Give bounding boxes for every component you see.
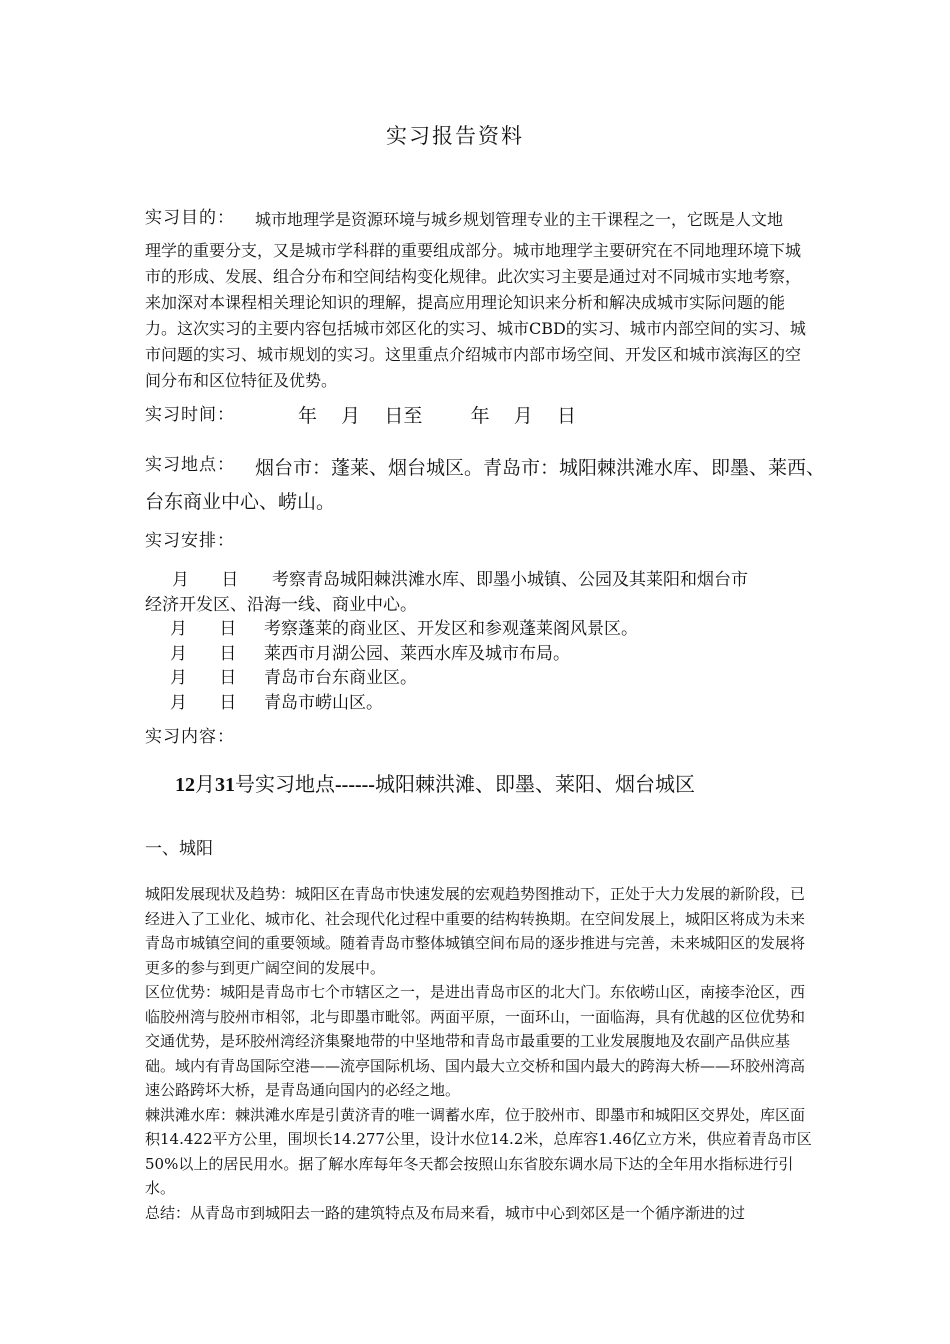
section-heading bbox=[175, 768, 695, 797]
page-title: 实习报告资料 bbox=[386, 124, 524, 148]
schedule-item-cont: 经济开发区、沿海一线、商业中心。 bbox=[145, 595, 417, 615]
schedule-date: 月 日 bbox=[170, 668, 237, 688]
section-title: 一、城阳 bbox=[145, 839, 213, 859]
body-text bbox=[145, 882, 812, 1225]
purpose-text: 理学的重要分支，又是城市学科群的重要组成部分。城市地理学主要研究在不同地理环境下城市的形成、发展、组合分布和空间结构变化规律。此次实习主要是通过对不同城市实地考察，来加深对本课程相关理论知识的理解，提高应用理论知识来分析和解决成城市实际问题的能力。这次实习的主要内容包括城市郊区化的实习、城市CBD的实习、城市内部空间的实习、城市问题的实习、城市规划的实习。这里重点介绍城市内部市场空间、开发区和城市滨海区的空间分布和区位特征及优势。 bbox=[145, 241, 806, 390]
schedule-item: 青岛市崂山区。 bbox=[264, 693, 383, 713]
schedule-date: 月 日 bbox=[170, 619, 237, 639]
time-value: 年 月 日至 年 月 日 bbox=[298, 405, 576, 427]
place-line-2: 台东商业中心、崂山。 bbox=[145, 491, 336, 513]
content-label: 实习内容： bbox=[145, 727, 235, 747]
schedule-label: 实习安排： bbox=[145, 531, 235, 551]
place-label: 实习地点： bbox=[145, 455, 235, 475]
schedule-date: 月 日 bbox=[170, 693, 237, 713]
heading-text: 城阳棘洪滩、即墨、莱阳、烟台城区 bbox=[374, 772, 695, 796]
schedule-date: 月 日 bbox=[170, 644, 237, 664]
paragraph: 区位优势：城阳是青岛市七个市辖区之一，是进出青岛市区的北大门。东依崂山区，南接李沧区，西临胶州湾与胶州市相邻，北与即墨市毗邻。两面平原，一面环山，一面临海，具有优越的区位优势和交通优势，是环胶州湾经济集聚地带的中坚地带和青岛市最重要的工业发展腹地及农副产品供应基础。域内有青岛国际空港——流亭国际机场、国内最大立交桥和国内最大的跨海大桥——环胶州湾高速公路跨坏大桥，是青岛通向国内的必经之地。 bbox=[145, 983, 806, 1099]
time-label: 实习时间： bbox=[145, 405, 235, 425]
place-line-1: 烟台市：蓬莱、烟台城区。青岛市：城阳棘洪滩水库、即墨、莱西、 bbox=[255, 457, 826, 479]
heading-dashes: ------ bbox=[335, 774, 375, 796]
heading-num: 31 bbox=[215, 774, 235, 796]
purpose-label: 实习目的： bbox=[145, 208, 235, 228]
heading-text: 号实习地点 bbox=[235, 772, 335, 796]
paragraph: 总结：从青岛市到城阳去一路的建筑特点及布局来看，城市中心到郊区是一个循序渐进的过 bbox=[145, 1203, 746, 1222]
schedule-date: 月 日 bbox=[172, 570, 239, 590]
schedule-item: 青岛市台东商业区。 bbox=[264, 668, 417, 688]
schedule-item: 考察蓬莱的商业区、开发区和参观蓬莱阁风景区。 bbox=[264, 619, 638, 639]
schedule-item: 考察青岛城阳棘洪滩水库、即墨小城镇、公园及其莱阳和烟台市 bbox=[272, 570, 748, 590]
paragraph: 城阳发展现状及趋势：城阳区在青岛市快速发展的宏观趋势图推动下，正处于大力发展的新阶段，已经进入了工业化、城市化、社会现代化过程中重要的结构转换期。在空间发展上，城阳区将成为未来青岛市城镇空间的重要领域。随着青岛市整体城镇空间布局的逐步推进与完善，未来城阳区的发展将更多的参与到更广阔空间的发展中。 bbox=[145, 885, 806, 977]
heading-num: 12 bbox=[175, 774, 195, 796]
schedule-item: 莱西市月湖公园、莱西水库及城市布局。 bbox=[264, 644, 570, 664]
paragraph: 棘洪滩水库：棘洪滩水库是引黄济青的唯一调蓄水库，位于胶州市、即墨市和城阳区交界处，库区面积14.422平方公里，围坝长14.277公里，设计水位14.2米，总库容1.46亿立方米，供应着青岛市区 50%以上的居民用水。据了解水库每年冬天都会按照山东省胶东调水局下达的全年用水指标进行引水。 bbox=[145, 1105, 812, 1197]
purpose-first-line: 城市地理学是资源环境与城乡规划管理专业的主干课程之一，它既是人文地 bbox=[255, 210, 784, 229]
heading-text: 月 bbox=[195, 772, 215, 796]
